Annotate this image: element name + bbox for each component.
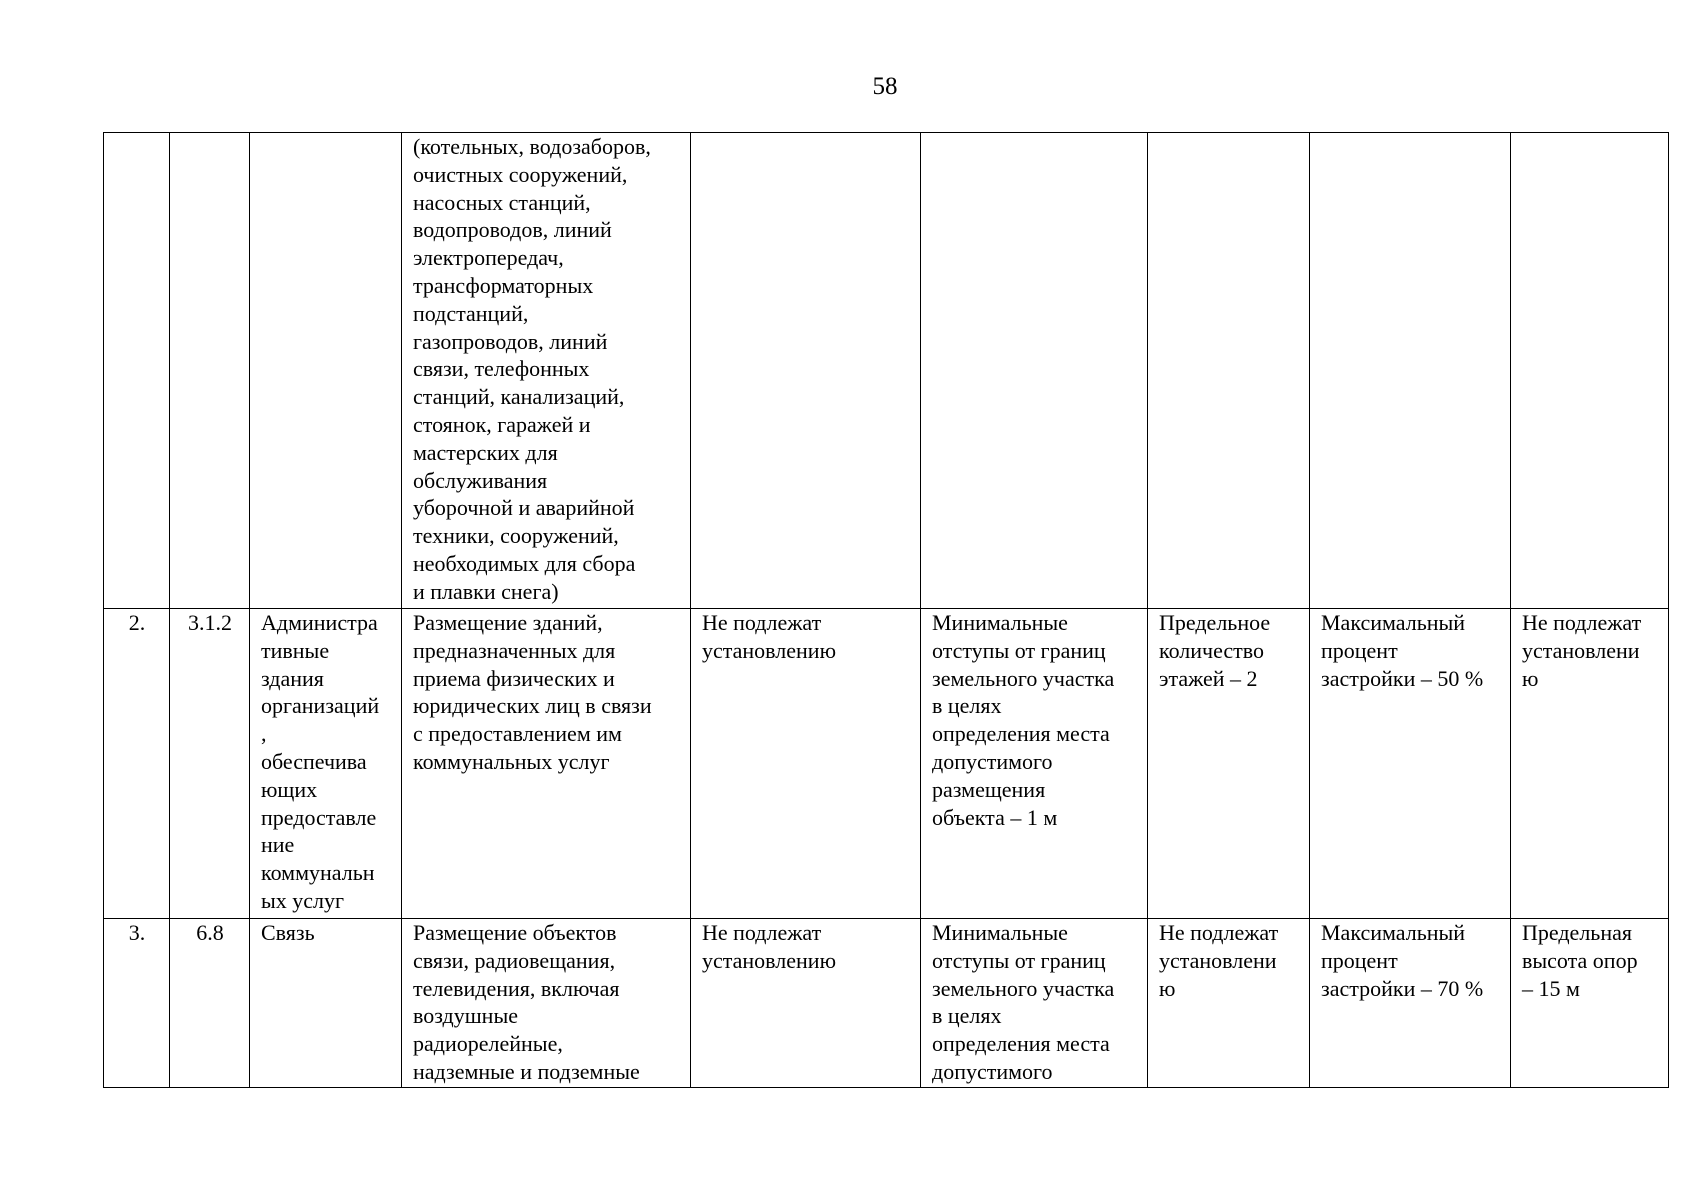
plot-area-cell: Не подлежат установлению	[691, 609, 921, 919]
use-code-cell: 3.1.2	[170, 609, 250, 919]
coverage-cell: Максимальный процент застройки – 70 %	[1310, 919, 1511, 1088]
use-code-cell: 6.8	[170, 919, 250, 1088]
coverage-cell	[1310, 133, 1511, 609]
page-number: 58	[872, 73, 898, 100]
land-use-regulations-table	[103, 132, 1669, 1088]
setbacks-cell	[921, 133, 1148, 609]
other-limits-cell: Не подлежат установлени ю	[1511, 609, 1669, 919]
floors-cell: Не подлежат установлени ю	[1148, 919, 1310, 1088]
coverage-cell: Максимальный процент застройки – 50 %	[1310, 609, 1511, 919]
plot-area-cell: Не подлежат установлению	[691, 919, 921, 1088]
table-row	[104, 919, 1669, 1088]
row-number-cell: 2.	[104, 609, 170, 919]
use-description-cell: Размещение объектов связи, радиовещания, телевидения, включая воздушные радиорелейные, надземные и подземные	[402, 919, 691, 1088]
use-description-cell: Размещение зданий, предназначенных для приема физических и юридических лиц в связи с предоставлением им коммунальных услуг	[402, 609, 691, 919]
floors-cell: Предельное количество этажей – 2	[1148, 609, 1310, 919]
use-description-cell: (котельных, водозаборов, очистных сооружений, насосных станций, водопроводов, линий электропередач, трансформаторных подстанций, газопроводов, линий связи, телефонных станций, канализаций, стоянок, гаражей и мастерских для обслуживания уборочной и аварийной техники, сооружений, необходимых для сбора и плавки снега)	[402, 133, 691, 609]
use-name-cell: Администра тивные здания организаций , обеспечива ющих предоставле ние коммунальн ых услуг	[250, 609, 402, 919]
use-name-cell	[250, 133, 402, 609]
row-number-cell: 3.	[104, 919, 170, 1088]
use-code-cell	[170, 133, 250, 609]
setbacks-cell: Минимальные отступы от границ земельного участка в целях определения места допустимого	[921, 919, 1148, 1088]
plot-area-cell	[691, 133, 921, 609]
floors-cell	[1148, 133, 1310, 609]
table-row	[104, 609, 1669, 919]
table-row	[104, 133, 1669, 609]
row-number-cell	[104, 133, 170, 609]
other-limits-cell	[1511, 133, 1669, 609]
setbacks-cell: Минимальные отступы от границ земельного участка в целях определения места допустимого размещения объекта – 1 м	[921, 609, 1148, 919]
other-limits-cell: Предельная высота опор – 15 м	[1511, 919, 1669, 1088]
use-name-cell: Связь	[250, 919, 402, 1088]
